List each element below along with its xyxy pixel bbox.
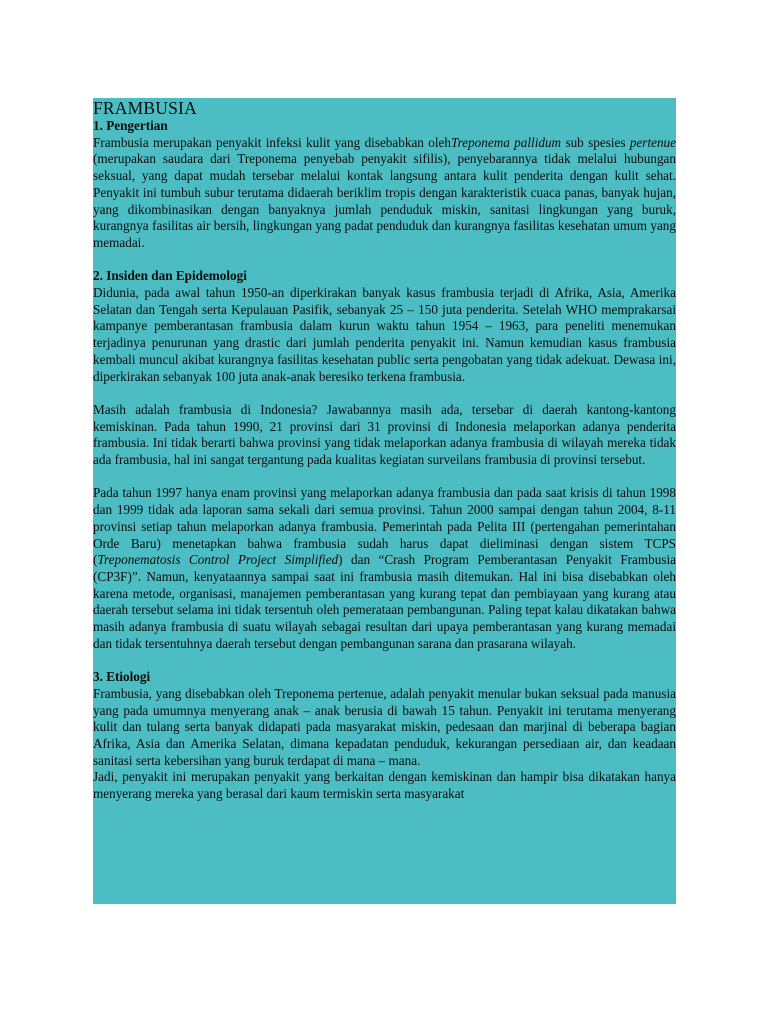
heading-pengertian: 1. Pengertian [93, 118, 168, 133]
species-name: Treponema pallidum [450, 134, 562, 150]
paragraph-etiologi-1: Frambusia, yang disebabkan oleh Treponema pertenue, adalah penyakit menular bukan seksual pada manusia yang pada umumnya menyerang anak – anak berusia di bawah 15 tahun. Penyakit ini terutama menyerang kulit dan tulang serta banyak didapati pada masyarakat miskin, pedesaan dan marjinal di beberapa bagian Afrika, Asia dan Amerika Selatan, dimana kepadatan penduduk, kekurangan persediaan air, dan keadaan sanitasi serta kebersihan yang buruk terdapat di mana – mana. [93, 685, 676, 768]
subspecies-name: pertenue [629, 134, 676, 150]
paragraph-spacer [93, 385, 676, 402]
heading-etiologi: 3. Etiologi [93, 669, 151, 685]
paragraph-etiologi-2: Jadi, penyakit ini merupakan penyakit yang berkaitan dengan kemiskinan dan hampir bisa dikatakan hanya menyerang mereka yang berasal dari kaum termiskin serta masyarakat [93, 769, 676, 802]
paragraph-spacer [93, 252, 676, 269]
document-body [93, 98, 676, 904]
document-title: FRAMBUSIA [93, 98, 197, 118]
paragraph-spacer [93, 469, 676, 486]
paragraph-insiden-1: Didunia, pada awal tahun 1950-an diperkirakan banyak kasus frambusia terjadi di Afrika, Asia, Amerika Selatan dan Tengah serta Kepulauan Pasifik, sebanyak 25 – 150 juta penderita. Setelah WHO memprakarsai kampanye pemberantasan frambusia dalam kurun waktu tahun 1954 – 1963, para peneliti menemukan terjadinya penurunan yang drastic dari jumlah penderita penyakit ini. Namun kemudian kasus frambusia kembali muncul akibat kurangnya fasilitas kesehatan public serta pengobatan yang tidak adekuat. Dewasa ini, diperkirakan sebanyak 100 juta anak-anak beresiko terkena frambusia. [93, 285, 676, 384]
heading-insiden: 2. Insiden dan Epidemologi [93, 268, 247, 284]
paragraph-spacer [93, 652, 676, 669]
paragraph-insiden-2: Masih adalah frambusia di Indonesia? Jawabannya masih ada, tersebar di daerah kantong-kantong kemiskinan. Pada tahun 1990, 21 provinsi dari 31 provinsi di Indonesia melaporkan adanya penderita frambusia. Ini tidak berarti bahwa provinsi yang tidak melaporkan adanya frambusia di wilayah mereka tidak ada frambusia, hal ini sangat tergantung pada kualitas kegiatan surveilans frambusia di provinsi tersebut. [93, 401, 676, 468]
tcps-full-name: Treponematosis Control Project Simplified [97, 552, 339, 568]
paragraph-pengertian: Frambusia merupakan penyakit infeksi kulit yang disebabkan olehTreponema pallidum sub spesies pertenue (merupakan saudara dari Treponema penyebab penyakit sifilis), penyebarannya tidak melalui hubungan seksual, yang dapat mudah tersebar melalui kontak langsung antara kulit penderita dengan kulit sehat. Penyakit ini tumbuh subur terutama didaerah beriklim tropis dengan karakteristik cuaca panas, banyak hujan, yang dikombinasikan dengan banyaknya jumlah penduduk miskin, sanitasi lingkungan yang buruk, kurangnya fasilitas air bersih, lingkungan yang padat penduduk dan kurangnya fasilitas kesehatan umum yang memadai. [93, 134, 676, 250]
paragraph-insiden-3: Pada tahun 1997 hanya enam provinsi yang melaporkan adanya frambusia dan pada saat krisis di tahun 1998 dan 1999 tidak ada laporan sama sekali dari semua provinsi. Tahun 2000 sampai dengan tahun 2004, 8-11 provinsi setiap tahun melaporkan adanya frambusia. Pemerintah pada Pelita III (pertengahan pemerintahan Orde Baru) menetapkan bahwa frambusia sudah harus dapat dieliminasi dengan sistem TCPS (Treponematosis Control Project Simplified) dan “Crash Program Pemberantasan Penyakit Frambusia (CP3F)”. Namun, kenyataannya sampai saat ini frambusia masih ditemukan. Hal ini bisa disebabkan oleh karena metode, organisasi, manajemen pemberantasan yang kurang tepat dan pembiayaan yang kurang atau daerah tersebut selama ini tidak tersentuh oleh pemerataan pembangunan. Paling tepat kalau dikatakan bahwa masih adanya frambusia di suatu wilayah sebagai resultan dari upaya pemberantasan yang kurang memadai dan tidak tersentuhnya daerah tersebut dengan pembangunan sarana dan prasarana wilayah. [93, 485, 676, 651]
